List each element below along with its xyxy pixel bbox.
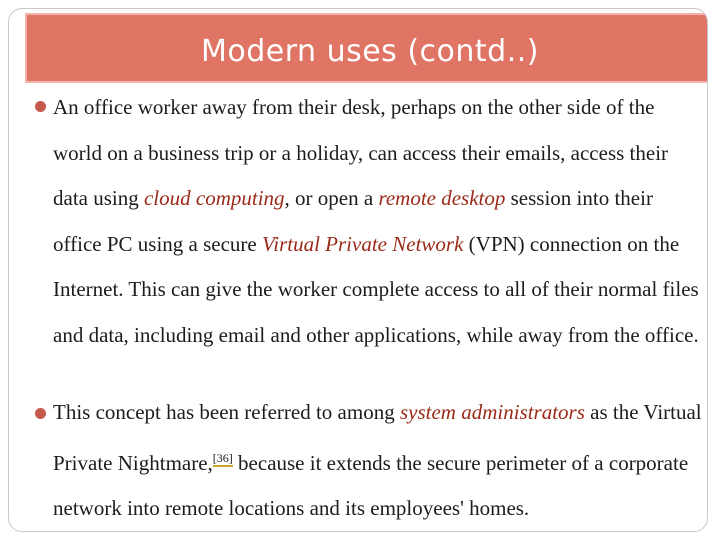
bullet-1-text-3: session into their office PC using a secure (53, 186, 653, 256)
cloud-computing-term: cloud computing (143, 186, 285, 210)
bullet-1-text-1: An office worker away from their desk, perhaps on the other side of the world on a business trip or a holiday, can access their emails, access their data using (53, 95, 669, 210)
bullet-2-text-3: because it extends the secure perimeter of a corporate network into remote locations and its employees' homes. (53, 450, 689, 520)
bullet-1-text-2: , or open a (284, 186, 379, 210)
bullet-dot-icon (35, 408, 46, 419)
remote-desktop-term: remote desktop (378, 186, 506, 210)
citation-link[interactable]: [36] (212, 450, 233, 465)
slide-title: Modern uses (contd..) (200, 34, 539, 69)
bullet-2-text-2: as the Virtual Private Nightmare, (53, 400, 702, 475)
system-administrators-term: system administrators (399, 400, 585, 424)
bullet-2-text-1: This concept has been referred to among (53, 400, 400, 424)
title-bar (25, 13, 708, 83)
bullet-item-2 (53, 390, 703, 532)
vpn-term: Virtual Private Network (261, 231, 464, 256)
bullet-1-text-4: (VPN) connection on the Internet. This can give the worker complete access to all of their normal files and data, including email and other applications, while away from the office. (53, 231, 699, 347)
bullet-item-1 (53, 85, 703, 358)
bullet-dot-icon (35, 101, 46, 112)
